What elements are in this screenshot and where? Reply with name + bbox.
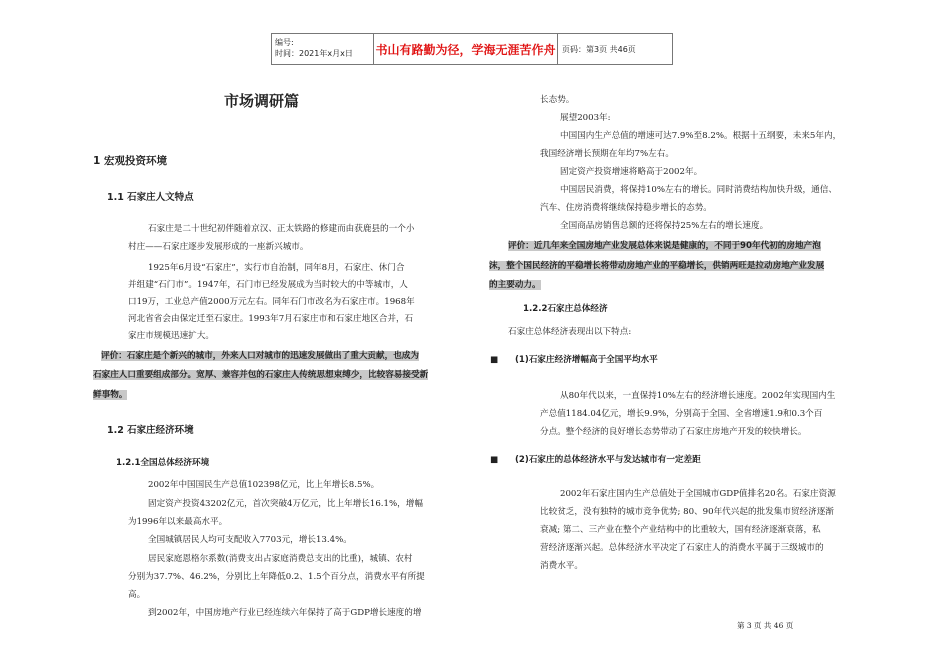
paragraph: 河北省省会由保定迁至石家庄。1993年7月石家庄市和石家庄地区合并，石 bbox=[128, 314, 414, 324]
date-label: 时间：2021年x月x日 bbox=[275, 49, 353, 58]
paragraph: 从80年代以来，一直保持10%左右的经济增长速度。2002年实现国内生 bbox=[560, 391, 836, 401]
paragraph: 全国城镇居民人均可支配收入7703元，增长13.4%。 bbox=[148, 535, 352, 545]
code-label: 编号: bbox=[275, 38, 294, 47]
paragraph: 展望2003年: bbox=[560, 113, 611, 123]
paragraph: 消费水平。 bbox=[540, 561, 583, 571]
paragraph: 2002年中国国民生产总值102398亿元，比上年增长8.5%。 bbox=[148, 480, 380, 490]
page-footer: 第 3 页 共 46 页 bbox=[737, 621, 794, 630]
bullet-square-icon: ■ bbox=[490, 355, 499, 365]
evaluation: 评价：近几年来全国房地产业发展总体来说是健康的，不同于90年代初的房地产泡 bbox=[508, 241, 821, 251]
paragraph: 石家庄是二十世纪初伴随着京汉、正太铁路的修建而由获鹿县的一个小 bbox=[148, 224, 415, 234]
header-meta bbox=[272, 34, 374, 64]
paragraph: 并组建“石门市”。1947年，石门市已经发展成为当时较大的中等城市，人 bbox=[128, 280, 408, 290]
bullet-square-icon: ■ bbox=[490, 455, 499, 465]
paragraph: 分别为37.7%、46.2%，分别比上年降低0.2、1.5个百分点，消费水平有所提 bbox=[128, 572, 425, 582]
paragraph: 家庄市规模迅速扩大。 bbox=[128, 331, 214, 341]
paragraph: 居民家庭恩格尔系数(消费支出占家庭消费总支出的比重)，城镇、农村 bbox=[148, 554, 413, 564]
heading-1-2-2: 1.2.2石家庄总体经济 bbox=[523, 304, 608, 314]
paragraph: 到2002年，中国房地产行业已经连续六年保持了高于GDP增长速度的增 bbox=[148, 608, 422, 618]
heading-1-1: 1.1 石家庄人文特点 bbox=[107, 192, 194, 203]
paragraph: 高。 bbox=[128, 590, 146, 600]
paragraph: 营经济逐渐兴起。总体经济水平决定了石家庄人的消费水平属于三级城市的 bbox=[540, 543, 824, 553]
paragraph: 为1996年以来最高水平。 bbox=[128, 517, 228, 527]
paragraph: 2002年石家庄国内生产总值处于全国城市GDP值排名20名。石家庄资源 bbox=[560, 489, 836, 499]
paragraph: 长态势。 bbox=[540, 95, 575, 105]
point-2: (2)石家庄的总体经济水平与发达城市有一定差距 bbox=[515, 455, 701, 465]
evaluation: 评价：石家庄是个新兴的城市，外来人口对城市的迅速发展做出了重大贡献，也成为 bbox=[101, 351, 419, 361]
paragraph: 全国商品房销售总额的还将保持25%左右的增长速度。 bbox=[560, 221, 769, 231]
paragraph: 口19万，工业总产值2000万元左右。同年石门市改名为石家庄市。1968年 bbox=[128, 297, 415, 307]
evaluation: 石家庄人口重要组成部分。宽厚、兼容并包的石家庄人传统思想束缚少，比较容易接受新 bbox=[93, 370, 429, 380]
heading-1-2: 1.2 石家庄经济环境 bbox=[107, 425, 194, 436]
motto: 书山有路勤为径，学海无涯苦作舟 bbox=[374, 34, 558, 64]
heading-1-2-1: 1.2.1全国总体经济环境 bbox=[116, 458, 210, 468]
evaluation: 的主要动力。 bbox=[489, 280, 541, 290]
paragraph: 衰减; 第二、三产业在整个产业结构中的比重较大，国有经济逐渐衰落，私 bbox=[540, 525, 821, 535]
paragraph: 分点。整个经济的良好增长态势带动了石家庄房地产开发的较快增长。 bbox=[540, 427, 807, 437]
doc-title: 市场调研篇 bbox=[224, 92, 300, 110]
evaluation: 沫，整个国民经济的平稳增长将带动房地产业的平稳增长，供销两旺是拉动房地产业发展 bbox=[489, 261, 825, 271]
paragraph: 我国经济增长预期在年均7%左右。 bbox=[540, 149, 674, 159]
paragraph: 村庄——石家庄逐步发展形成的一座新兴城市。 bbox=[128, 242, 309, 252]
evaluation: 鲜事物。 bbox=[93, 390, 128, 400]
page-header bbox=[271, 33, 673, 65]
paragraph: 汽车、住房消费将继续保持稳步增长的态势。 bbox=[540, 203, 712, 213]
paragraph: 产总值1184.04亿元，增长9.9%，分别高于全国、全省增速1.9和0.3个百 bbox=[540, 409, 823, 419]
paragraph: 固定资产投资43202亿元，首次突破4万亿元，比上年增长16.1%，增幅 bbox=[148, 499, 423, 509]
paragraph: 比较贫乏，没有独特的城市竞争优势; 80、90年代兴起的批发集市贸经济逐渐 bbox=[540, 507, 834, 517]
paragraph: 石家庄总体经济表现出以下特点: bbox=[508, 327, 632, 337]
paragraph: 1925年6月设“石家庄”，实行市自治制，同年8月，石家庄、休门合 bbox=[148, 263, 405, 273]
paragraph: 中国国内生产总值的增速可达7.9%至8.2%。根据十五纲要，未来5年内， bbox=[560, 131, 842, 141]
paragraph: 固定资产投资增速将略高于2002年。 bbox=[560, 167, 703, 177]
point-1: (1)石家庄经济增幅高于全国平均水平 bbox=[515, 355, 658, 365]
heading-1: 1 宏观投资环境 bbox=[93, 155, 167, 167]
page-info: 页码：第3页 共46页 bbox=[562, 44, 636, 54]
paragraph: 中国居民消费，将保持10%左右的增长。同时消费结构加快升级，通信、 bbox=[560, 185, 837, 195]
